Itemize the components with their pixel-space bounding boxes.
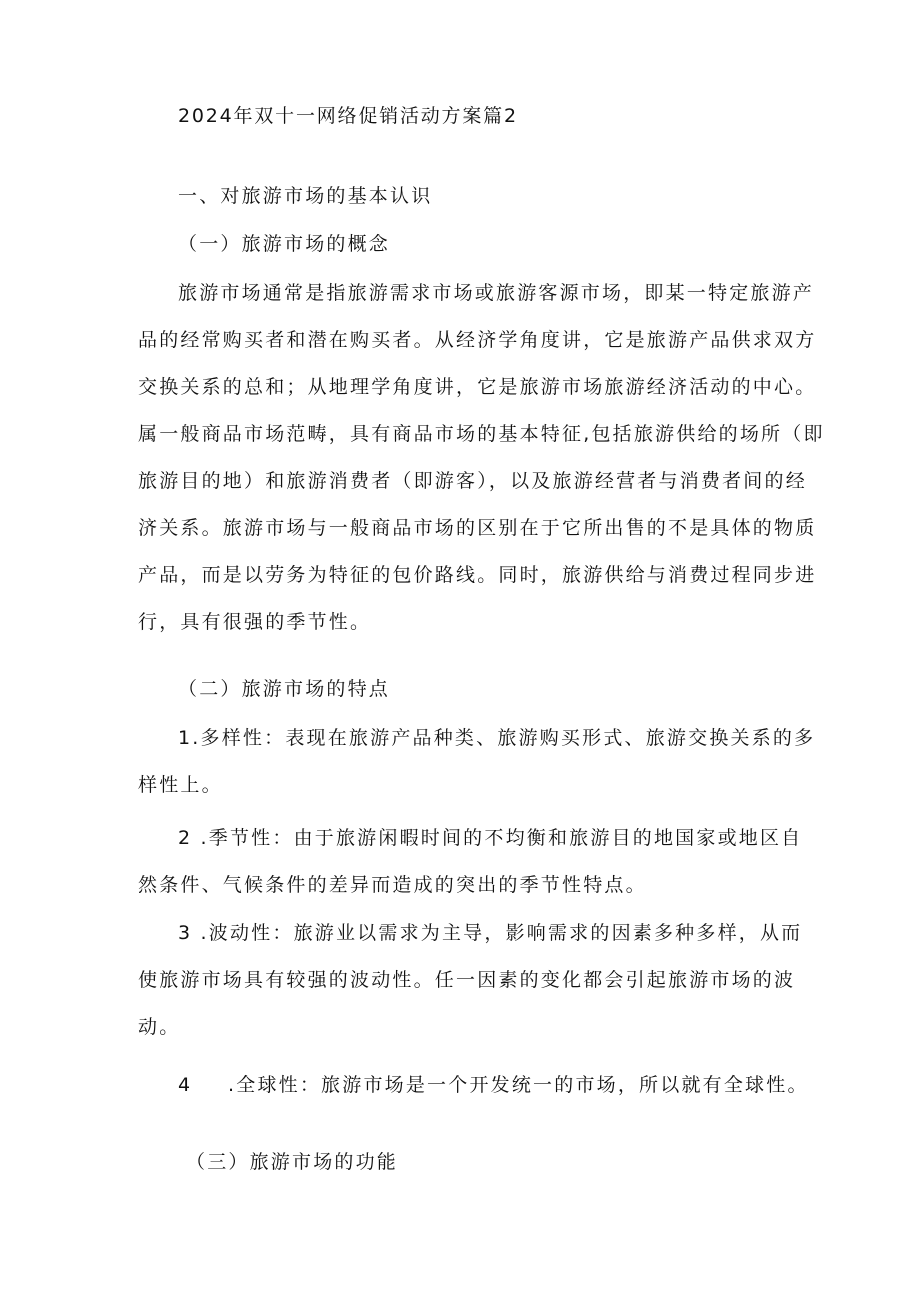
- paragraph-line: 属一般商品市场范畴，具有商品市场的基本特征,包括旅游供给的场所（即: [138, 423, 825, 445]
- feature-globality-text: .全球性：旅游市场是一个开发统一的市场，所以就有全球性。: [228, 1074, 809, 1096]
- feature-globality-number: 4: [178, 1074, 193, 1096]
- feature-volatility-line: 动。: [138, 1016, 181, 1038]
- subheading-concept: （一）旅游市场的概念: [178, 233, 391, 255]
- paragraph-line: 旅游市场通常是指旅游需求市场或旅游客源市场，即某一特定旅游产: [178, 282, 815, 304]
- paragraph-line: 交换关系的总和；从地理学角度讲，它是旅游市场旅游经济活动的中心。: [138, 376, 817, 398]
- subheading-functions: （三）旅游市场的功能: [186, 1151, 399, 1173]
- feature-diversity-line: 样性上。: [138, 774, 223, 796]
- paragraph-line: 旅游目的地）和旅游消费者（即游客），以及旅游经营者与消费者间的经: [138, 470, 807, 492]
- section-heading: 一、对旅游市场的基本认识: [178, 185, 433, 207]
- feature-volatility-line: 3 .波动性：旅游业以需求为主导，影响需求的因素多种多样，从而: [178, 922, 803, 944]
- paragraph-line: 品的经常购买者和潜在购买者。从经济学角度讲，它是旅游产品供求双方: [138, 329, 817, 351]
- feature-diversity-line: 1.多样性：表现在旅游产品种类、旅游购买形式、旅游交换关系的多: [178, 727, 816, 749]
- document-title: 2024年双十一网络促销活动方案篇2: [178, 105, 518, 127]
- feature-seasonality-line: 然条件、气候条件的差异而造成的突出的季节性特点。: [138, 874, 647, 896]
- feature-volatility-line: 使旅游市场具有较强的波动性。任一因素的变化都会引起旅游市场的波: [138, 969, 796, 991]
- feature-seasonality-line: 2 .季节性：由于旅游闲暇时间的不均衡和旅游目的地国家或地区自: [178, 827, 803, 849]
- paragraph-line: 行，具有很强的季节性。: [138, 611, 372, 633]
- paragraph-line: 济关系。旅游市场与一般商品市场的区别在于它所出售的不是具体的物质: [138, 517, 817, 539]
- subheading-features: （二）旅游市场的特点: [178, 678, 391, 700]
- paragraph-line: 产品，而是以劳务为特征的包价路线。同时，旅游供给与消费过程同步进: [138, 564, 817, 586]
